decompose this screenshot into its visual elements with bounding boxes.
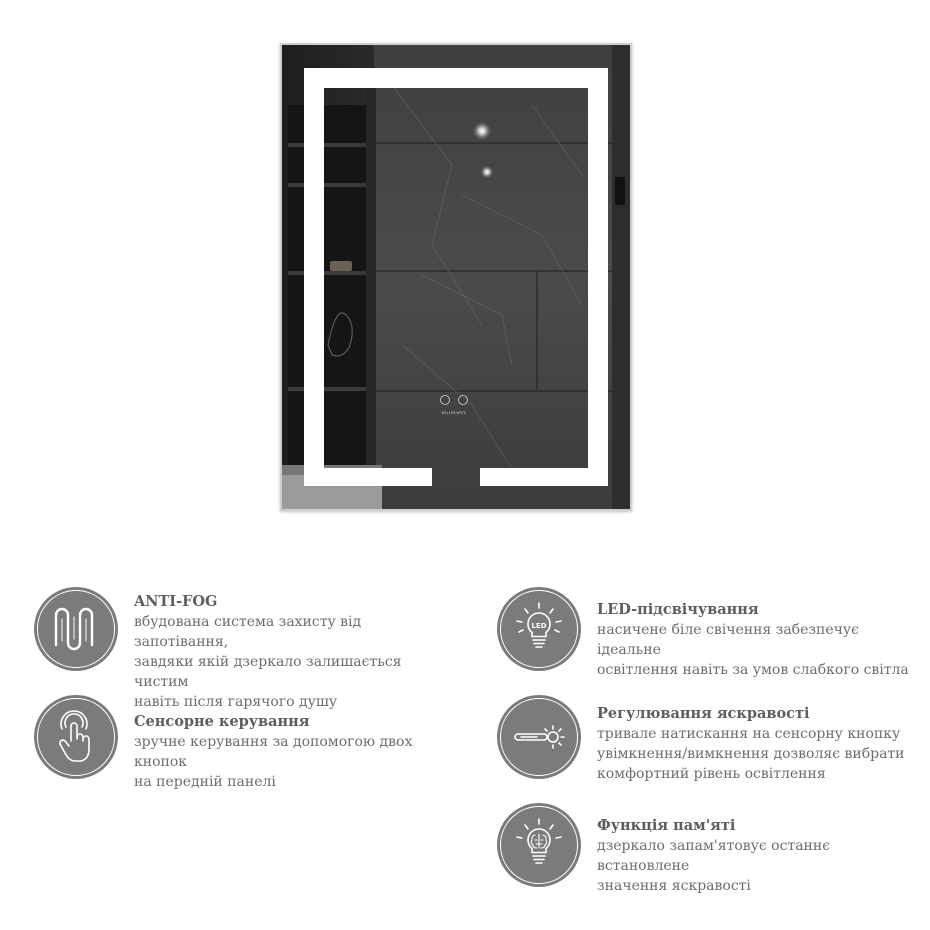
feature-title: Регулювання яскравості (597, 705, 810, 722)
feature-title: LED-підсвічування (597, 601, 759, 618)
brain-bulb-icon (497, 803, 581, 887)
product-image-mirror (280, 43, 632, 511)
touch-hand-icon (34, 695, 118, 779)
feature-memory (497, 803, 917, 893)
feature-led (497, 587, 917, 677)
feature-description: тривале натискання на сенсорну кнопку увімкнення/вимкнення дозволяє вибрати комфортний рівень освітлення (597, 726, 905, 782)
brightness-slider-icon (497, 695, 581, 779)
svg-text:LED: LED (531, 622, 547, 630)
feature-description: дзеркало запам'ятовує останнє встановлене значення яскравості (597, 838, 831, 894)
feature-anti-fog (34, 587, 454, 710)
feature-touch-control (34, 695, 454, 790)
feature-description: зручне керування за допомогою двох кнопок на передній панелі (134, 734, 413, 790)
feature-title: Сенсорне керування (134, 713, 310, 730)
led-bulb-icon (497, 587, 581, 671)
feature-description: вбудована система захисту від запотівання, завдяки якій дзеркало залишається чистим навіть після гарячого душу (134, 614, 402, 710)
brand-label: KOLLER/ARTE (441, 411, 467, 415)
feature-brightness (497, 695, 917, 785)
feature-description: насичене біле свічення забезпечує ідеальне освітлення навіть за умов слабкого світла (597, 622, 909, 678)
feature-title: ANTI-FOG (134, 593, 218, 610)
feature-title: Функція пам'яті (597, 817, 736, 834)
heating-coil-icon (34, 587, 118, 671)
